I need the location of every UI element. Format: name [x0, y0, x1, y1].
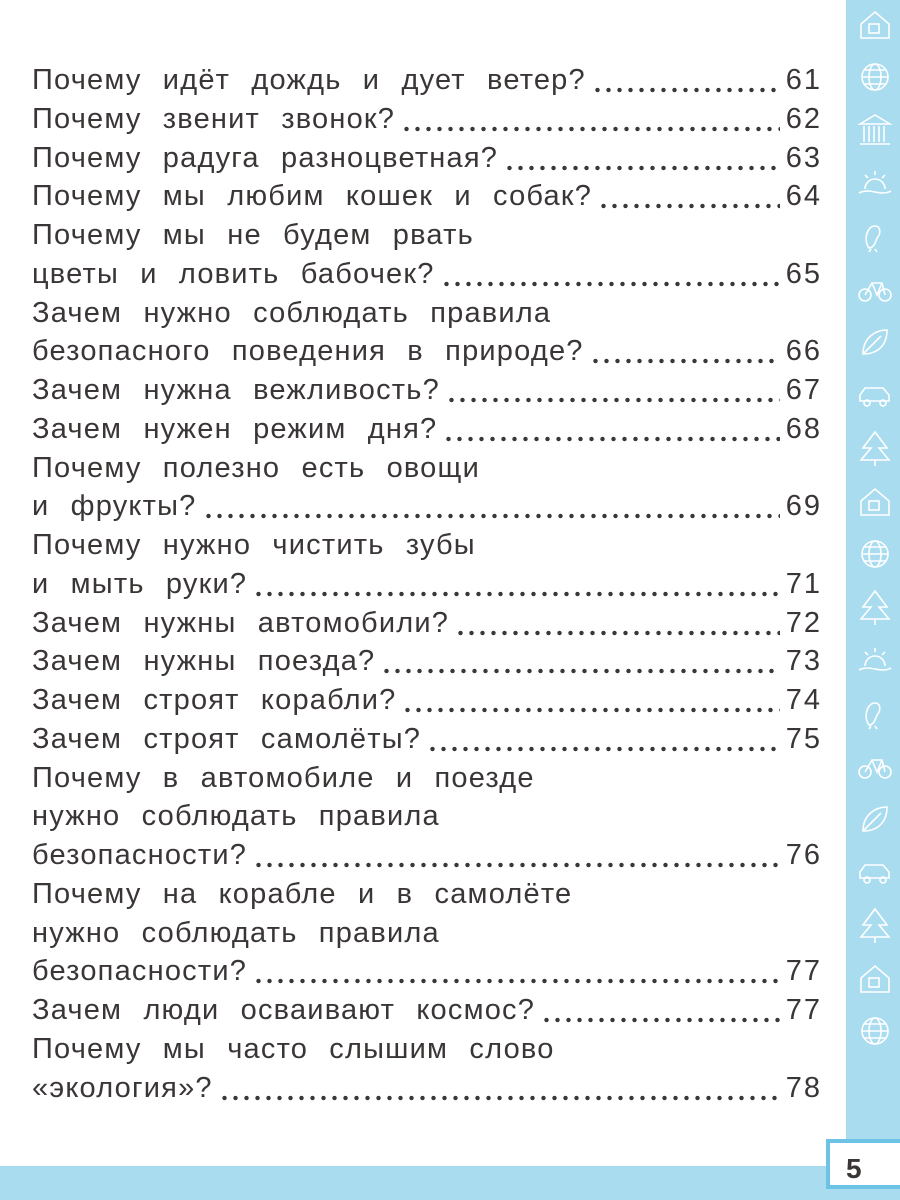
tree-icon: [855, 583, 895, 636]
toc-line: [32, 216, 822, 255]
toc-entry-title: Зачем нужны поезда?: [32, 645, 376, 678]
toc-line: [32, 642, 822, 681]
dot-leader: [203, 487, 780, 526]
toc-entry: [32, 410, 822, 449]
toc-page-number: 65: [785, 257, 822, 290]
dot-leader: [598, 177, 780, 216]
toc-line: [32, 875, 822, 914]
toc-entry: [32, 139, 822, 178]
toc-line: [32, 565, 822, 604]
toc-entry-title: Зачем нужен режим дня?: [32, 412, 438, 445]
dot-leader: [427, 720, 780, 759]
toc-entry-title: «экология»?: [32, 1071, 213, 1104]
toc-line: [32, 294, 822, 333]
house-icon: [855, 0, 895, 53]
dot-leader: [446, 371, 780, 410]
side-strip-icons: [850, 0, 900, 1060]
toc-entry-title: безопасности?: [32, 839, 248, 871]
toc-entry-title: Зачем строят самолёты?: [32, 722, 422, 755]
toc-entry: [32, 526, 822, 604]
globe-icon: [855, 1007, 895, 1060]
toc-page-number: 68: [785, 412, 822, 445]
toc-line: [32, 1069, 822, 1108]
toc-entry: [32, 216, 822, 294]
toc-page-number: 72: [785, 606, 822, 639]
toc-entry-title: Зачем нужны автомобили?: [32, 606, 450, 639]
toc-line: [32, 139, 822, 178]
toc-page-number: 62: [785, 102, 822, 135]
dot-leader: [219, 1069, 780, 1108]
toc-page-number: 74: [785, 684, 822, 716]
toc-line: [32, 449, 822, 488]
tree-icon: [855, 424, 895, 477]
globe-icon: [855, 53, 895, 106]
car-icon: [855, 371, 895, 424]
toc-line: [32, 100, 822, 139]
globe-icon: [855, 530, 895, 583]
dot-leader: [253, 836, 780, 875]
toc-page-number: 61: [785, 64, 822, 96]
leaf-icon: [855, 318, 895, 371]
dot-leader: [592, 61, 780, 100]
toc-entry-title: безопасного поведения в природе?: [32, 335, 584, 368]
toc-entry-title: безопасности?: [32, 955, 248, 988]
toc-line: [32, 681, 822, 720]
toc-line: [32, 371, 822, 410]
toc-line: [32, 1030, 822, 1069]
dot-leader: [253, 565, 780, 604]
toc-entry-title: Зачем люди осваивают космос?: [32, 994, 536, 1026]
bird-icon: [855, 212, 895, 265]
toc-entry: [32, 875, 822, 991]
toc-entry-title: Почему идёт дождь и дует ветер?: [32, 64, 586, 96]
toc-page-number: 76: [785, 839, 822, 871]
toc-entry: [32, 294, 822, 372]
toc-entry-title: Зачем нужно соблюдать правила: [32, 296, 552, 329]
toc-page-number: 63: [785, 141, 822, 174]
toc-line: [32, 332, 822, 371]
toc-page-number: 75: [785, 722, 822, 755]
toc-entry-title: Зачем строят корабли?: [32, 684, 397, 716]
dot-leader: [441, 255, 780, 294]
dot-leader: [541, 991, 780, 1030]
toc-entry-title: Почему мы не будем рвать: [32, 219, 474, 251]
toc-entry-title: Почему на корабле и в самолёте: [32, 877, 573, 910]
toc-line: [32, 914, 822, 953]
toc-page-number: 64: [785, 180, 822, 213]
toc-line: [32, 177, 822, 216]
toc-line: [32, 836, 822, 875]
house-icon: [855, 477, 895, 530]
toc-entry: [32, 759, 822, 875]
toc-line: [32, 991, 822, 1030]
toc-entry-title: Почему радуга разноцветная?: [32, 141, 499, 174]
toc-entry: [32, 1030, 822, 1108]
dot-leader: [253, 952, 780, 991]
dot-leader: [402, 681, 779, 720]
toc-entry: [32, 991, 822, 1030]
toc-line: [32, 759, 822, 798]
bicycle-icon: [855, 742, 895, 795]
toc-entry-title: Почему в автомобиле и поезде: [32, 761, 535, 794]
toc-entry-title: нужно соблюдать правила: [32, 800, 440, 833]
toc-page-number: 66: [785, 335, 822, 368]
toc-line: [32, 410, 822, 449]
dot-leader: [590, 332, 780, 371]
dot-leader: [455, 604, 780, 643]
toc-line: [32, 255, 822, 294]
toc-page-number: 67: [785, 374, 822, 406]
dot-leader: [381, 642, 779, 681]
toc-line: [32, 720, 822, 759]
toc-entry-title: и фрукты?: [32, 490, 197, 523]
toc-entry-title: Почему мы любим кошек и собак?: [32, 180, 593, 213]
toc-entry: [32, 449, 822, 527]
leaf-icon: [855, 795, 895, 848]
toc-entry-title: цветы и ловить бабочек?: [32, 257, 435, 290]
toc-page-number: 77: [785, 994, 822, 1026]
toc-entry: [32, 61, 822, 100]
toc-entry: [32, 100, 822, 139]
table-of-contents: [32, 61, 822, 1107]
dot-leader: [443, 410, 779, 449]
toc-line: [32, 61, 822, 100]
decorative-bottom-band: [0, 1166, 900, 1200]
toc-entry-title: Почему нужно чистить зубы: [32, 529, 476, 561]
toc-entry-title: нужно соблюдать правила: [32, 916, 440, 949]
toc-line: [32, 797, 822, 836]
bicycle-icon: [855, 265, 895, 318]
toc-page-number: 73: [785, 645, 822, 678]
toc-line: [32, 952, 822, 991]
bird-icon: [855, 689, 895, 742]
toc-entry-title: и мыть руки?: [32, 567, 248, 600]
toc-entry-title: Зачем нужна вежливость?: [32, 374, 440, 406]
sun-icon: [855, 636, 895, 689]
toc-entry: [32, 681, 822, 720]
toc-entry: [32, 177, 822, 216]
toc-line: [32, 526, 822, 565]
toc-page-number: 71: [785, 567, 822, 600]
toc-entry: [32, 720, 822, 759]
dot-leader: [504, 139, 780, 178]
tree-icon: [855, 901, 895, 954]
toc-line: [32, 604, 822, 643]
page-number: 5: [826, 1139, 900, 1189]
sun-icon: [855, 159, 895, 212]
toc-entry: [32, 604, 822, 643]
toc-entry-title: Почему полезно есть овощи: [32, 451, 480, 484]
toc-page-number: 69: [785, 490, 822, 523]
dot-leader: [401, 100, 780, 139]
toc-page-number: 77: [785, 955, 822, 988]
building-icon: [855, 106, 895, 159]
house-icon: [855, 954, 895, 1007]
toc-entry: [32, 642, 822, 681]
car-icon: [855, 848, 895, 901]
toc-line: [32, 487, 822, 526]
toc-entry-title: Почему звенит звонок?: [32, 102, 396, 135]
toc-page-number: 78: [785, 1071, 822, 1104]
toc-entry: [32, 371, 822, 410]
toc-entry-title: Почему мы часто слышим слово: [32, 1032, 555, 1065]
